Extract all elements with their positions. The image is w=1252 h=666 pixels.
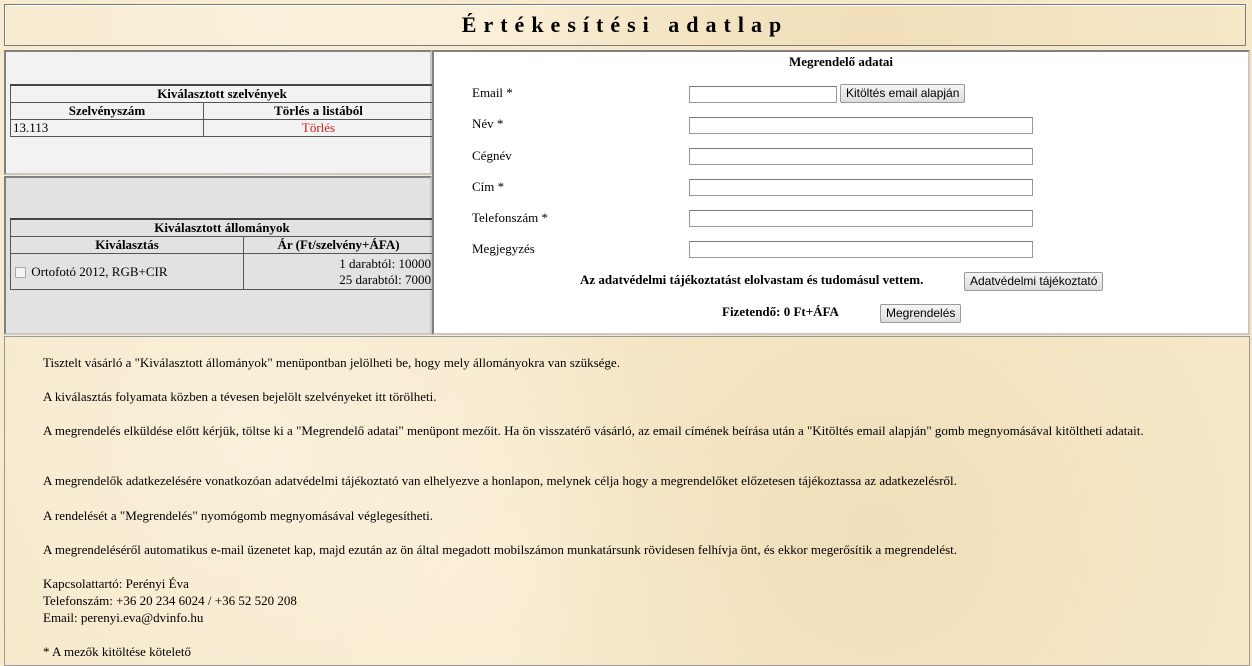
info-paragraph: Tisztelt vásárló a "Kiválasztott állományok" menüpontban jelölheti be, hogy mely állományokra van szüksége.	[43, 355, 620, 370]
privacy-info-button[interactable]: Adatvédelmi tájékoztató	[964, 272, 1103, 291]
company-label: Cégnév	[472, 148, 512, 163]
company-field[interactable]	[689, 148, 1033, 165]
table-row	[11, 120, 434, 137]
selected-files-table	[10, 218, 434, 290]
table-row	[11, 254, 434, 290]
contact-phone: Telefonszám: +36 20 234 6024 / +36 52 520 208	[43, 593, 297, 608]
info-paragraph: A megrendelők adatkezelésére vonatkozóan adatvédelmi tájékoztató van elhelyezve a honlapon, melynek célja hogy a megrendelőket előzetesen tájékoztassa az adatkezelésről.	[43, 473, 957, 488]
price-cell	[244, 254, 434, 290]
col-header-sheet-number: Szelvényszám	[11, 103, 204, 120]
price-tier-1: 1 darabtól: 10000	[339, 255, 431, 271]
address-label: Cím *	[472, 179, 505, 194]
selected-files-title: Kiválasztott állományok	[11, 219, 434, 237]
phone-label: Telefonszám *	[472, 210, 548, 225]
info-paragraph: A megrendelés elküldése előtt kérjük, töltse ki a "Megrendelő adatai" menüpont mezőit. Ha ön visszatérő vásárló, az email címének beírása után a "Kitöltés email alapján" gomb megnyomásával kitöltheti adatait.	[43, 423, 1144, 438]
address-field[interactable]	[689, 179, 1033, 196]
required-fields-note: * A mezők kitöltése kötelető	[43, 644, 192, 659]
contact-person: Kapcsolattartó: Perényi Éva	[43, 576, 189, 591]
sheet-number-cell: 13.113	[11, 120, 204, 137]
info-paragraph: A megrendeléséről automatikus e-mail üzenetet kap, majd ezután az ön által megadott mobilszámon munkatársunk rövidesen felhívja önt, és ekkor megerősítik a megrendelést.	[43, 542, 958, 557]
email-label: Email *	[472, 85, 513, 100]
order-button[interactable]: Megrendelés	[880, 304, 961, 323]
selected-files-panel	[4, 176, 432, 335]
file-label: Ortofotó 2012, RGB+CIR	[31, 263, 168, 279]
file-select-cell	[11, 254, 244, 290]
col-header-price: Ár (Ft/szelvény+ÁFA)	[244, 237, 434, 254]
info-section	[4, 336, 1250, 666]
page-header	[4, 4, 1246, 46]
payable-amount: Fizetendő: 0 Ft+ÁFA	[722, 304, 839, 319]
name-field[interactable]	[689, 117, 1033, 134]
note-label: Megjegyzés	[472, 241, 535, 256]
info-paragraph: A rendelését a "Megrendelés" nyomógomb megnyomásával véglegesítheti.	[43, 508, 434, 523]
delete-link[interactable]: Törlés	[204, 120, 434, 137]
privacy-statement: Az adatvédelmi tájékoztatást elolvastam és tudomásul vettem.	[580, 272, 924, 287]
order-form-panel	[432, 50, 1250, 335]
order-form-title: Megrendelő adatai	[788, 54, 894, 69]
selected-sheets-panel	[4, 50, 432, 175]
page-title: Értékesítési adatlap	[461, 12, 789, 37]
email-field[interactable]	[689, 86, 837, 103]
contact-email: Email: perenyi.eva@dvinfo.hu	[43, 610, 204, 625]
col-header-delete: Törlés a listából	[204, 103, 434, 120]
phone-field[interactable]	[689, 210, 1033, 227]
selected-sheets-title: Kiválasztott szelvények	[11, 85, 434, 103]
note-field[interactable]	[689, 241, 1033, 258]
col-header-select: Kiválasztás	[11, 237, 244, 254]
fill-by-email-button[interactable]: Kitöltés email alapján	[840, 84, 965, 103]
name-label: Név *	[472, 116, 504, 131]
price-tier-25: 25 darabtól: 7000	[339, 271, 431, 287]
selected-sheets-table	[10, 84, 434, 137]
info-paragraph: A kiválasztás folyamata közben a tévesen bejelölt szelvényeket itt törölheti.	[43, 389, 437, 404]
file-checkbox[interactable]	[15, 267, 26, 278]
